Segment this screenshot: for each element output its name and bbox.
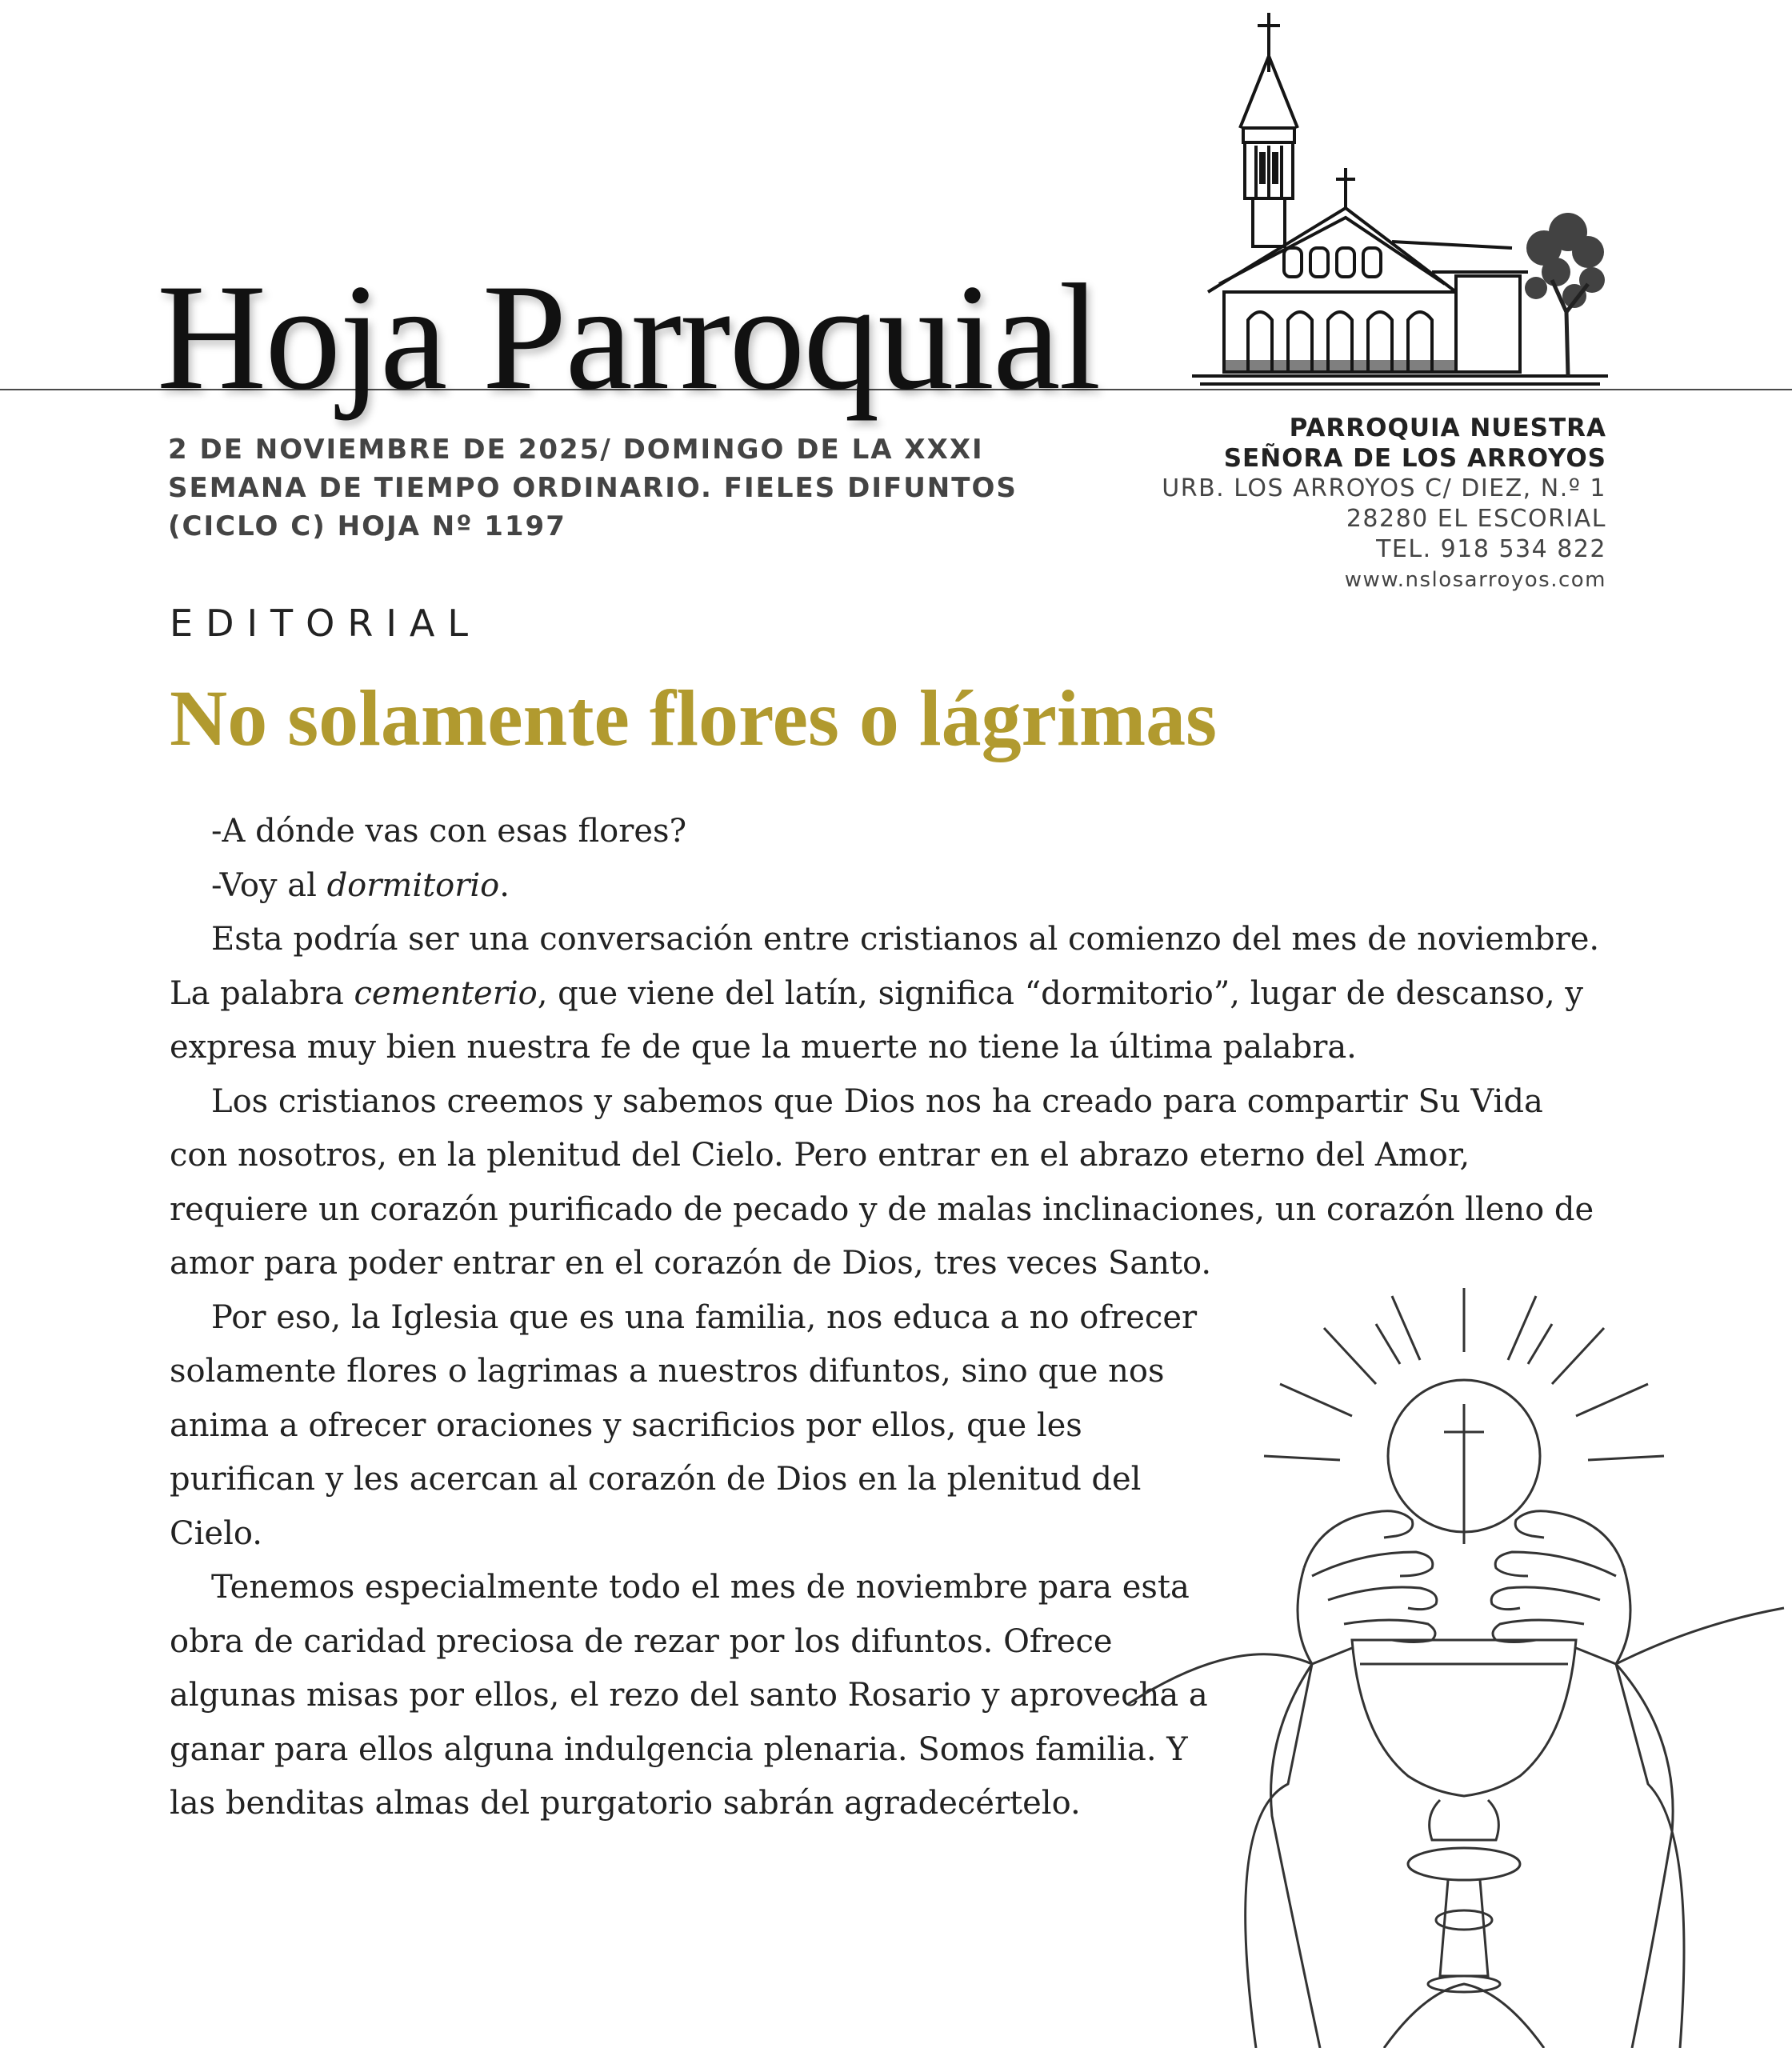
article-headline: No solamente flores o lágrimas (170, 674, 1218, 762)
section-label: EDITORIAL (170, 602, 481, 645)
parish-name-line2: SEÑORA DE LOS ARROYOS (1223, 444, 1606, 473)
church-logo (1192, 8, 1616, 392)
parish-city: 28280 EL ESCORIAL (1346, 505, 1606, 533)
parish-name-line1: PARROQUIA NUESTRA (1289, 414, 1606, 442)
dialogue-line-1: -A dónde vas con esas flores? (211, 813, 687, 850)
paragraph-cristianos: Los cristianos creemos y sabemos que Dios nos ha creado para compartir Su Vida con nosotros, en la plenitud del Cielo. Pero entrar en el abrazo eterno del Amor, requiere un corazón purificado de pecado y de malas inclinaciones, un corazón lleno de amor para poder entrar en el corazón de Dios, tres veces Santo. (170, 1082, 1594, 1282)
parish-info (1046, 413, 1606, 595)
issue-dateline: 2 DE NOVIEMBRE DE 2025/ DOMINGO DE LA XXXI SEMANA DE TIEMPO ORDINARIO. FIELES DIFUNTOS (CICLO C) HOJA Nº 1197 (168, 434, 1018, 542)
eucharist-illustration (1120, 1288, 1792, 2048)
page-title: Hoja Parroquial (157, 254, 1100, 422)
parish-website: www.nslosarroyos.com (1344, 568, 1606, 592)
paragraph-noviembre: Tenemos especialmente todo el mes de noviembre para esta obra de caridad preciosa de rezar por los difuntos. Ofrece algunas misas por ellos, el rezo del santo Rosario y aprovecha a ganar para ellos alguna indulgencia plenaria. Somos familia. Y las benditas almas del purgatorio sabrán agradecértelo. (170, 1569, 1208, 1822)
parish-address: URB. LOS ARROYOS C/ DIEZ, N.º 1 (1162, 474, 1606, 502)
paragraph-iglesia: Por eso, la Iglesia que es una familia, nos educa a no ofrecer solamente flores o lagrimas a nuestros difuntos, sino que nos anima a ofrecer oraciones y sacrificios por ellos, que les purifican y les acercan al corazón de Dios en la plenitud del Cielo. (170, 1298, 1198, 1552)
dialogue-line-2: -Voy al dormitorio. (211, 866, 510, 904)
parish-phone: TEL. 918 534 822 (1376, 535, 1606, 563)
paragraph-cementerio: Esta podría ser una conversación entre cristianos al comienzo del mes de noviembre. La palabra cementerio, que viene del latín, significa “dormitorio”, lugar de descanso, y expresa muy bien nuestra fe de que la muerte no tiene la última palabra. (170, 921, 1600, 1066)
